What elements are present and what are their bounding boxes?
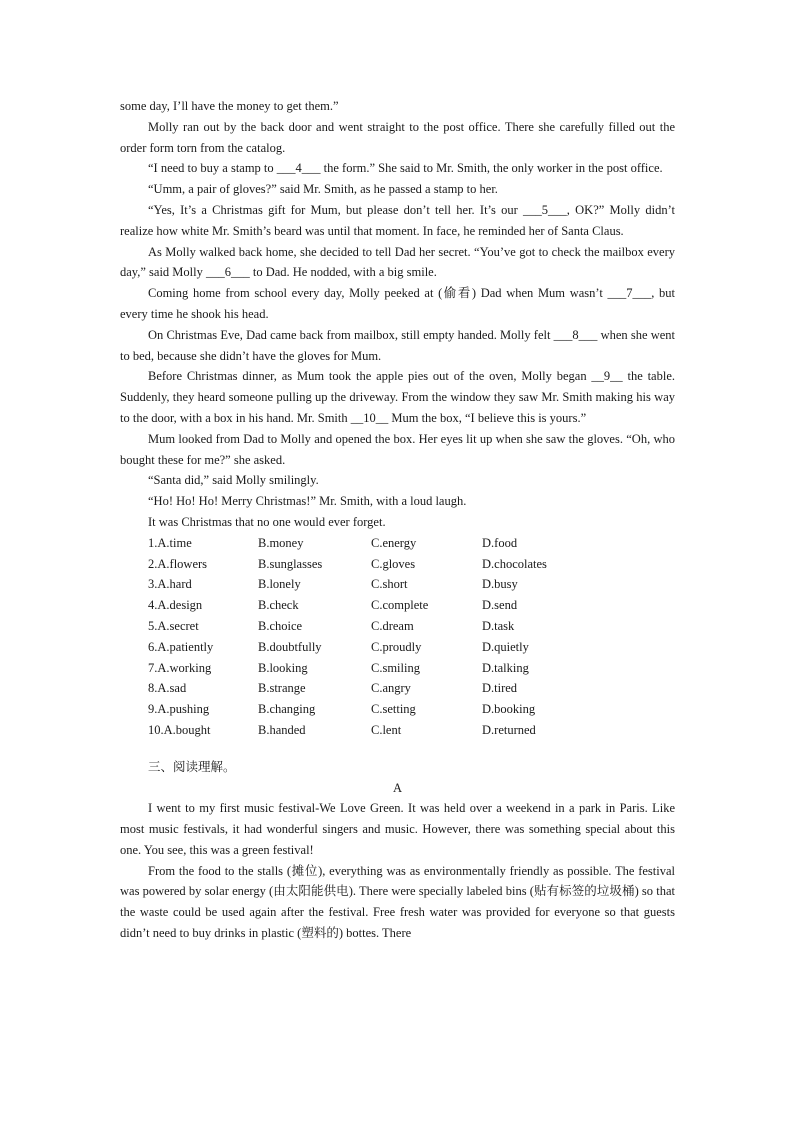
option-b: B.money: [258, 535, 304, 550]
option-d: D.returned: [482, 722, 536, 737]
option-a: 5.A.secret: [148, 618, 199, 633]
option-a: 8.A.sad: [148, 681, 187, 696]
option-c: C.short: [371, 577, 408, 592]
option-d: D.task: [482, 618, 515, 633]
option-c: C.lent: [371, 722, 402, 737]
option-c: C.angry: [371, 681, 411, 696]
option-row: [120, 678, 675, 699]
option-c: C.energy: [371, 535, 417, 550]
reading-paragraph: From the food to the stalls (摊位), everything was as environmentally friendly as possible. The festival was powered by solar energy (由太阳能供电). There were specially labeled bins (贴有标签的垃圾桶) so that the waste could be used again after the festival. Free fresh water was provided for everyone so that guests didn’t need to buy drinks in plastic (塑料的) bottes. There: [120, 863, 675, 941]
option-d: D.chocolates: [482, 556, 547, 571]
option-row: [120, 616, 675, 637]
reading-paragraph: I went to my first music festival-We Love Green. It was held over a weekend in a park in Paris. Like most music festivals, it had wonderful singers and music. However, there was something special about this one. You see, this was a green festival!: [120, 801, 675, 857]
story-paragraph: Coming home from school every day, Molly peeked at (偷看) Dad when Mum wasn’t ___7___, but every time he shook his head.: [120, 286, 675, 321]
option-row: [120, 533, 675, 554]
option-b: B.lonely: [258, 577, 301, 592]
story-paragraph: Molly ran out by the back door and went straight to the post office. There she carefully filled out the order form torn from the catalog.: [120, 119, 675, 155]
option-b: B.handed: [258, 722, 306, 737]
option-a: 7.A.working: [148, 660, 212, 675]
option-row: [120, 574, 675, 595]
story-paragraph: “I need to buy a stamp to ___4___ the form.” She said to Mr. Smith, the only worker in the post office.: [148, 161, 663, 176]
option-c: C.proudly: [371, 639, 422, 654]
story-paragraph: On Christmas Eve, Dad came back from mailbox, still empty handed. Molly felt ___8___ when she went to bed, because she didn’t have the gloves for Mum.: [120, 327, 675, 363]
option-a: 9.A.pushing: [148, 702, 210, 717]
option-b: B.doubtfully: [258, 639, 322, 654]
option-b: B.choice: [258, 618, 303, 633]
option-d: D.busy: [482, 577, 518, 592]
passage-label: A: [392, 780, 403, 795]
story-paragraph: “Santa did,” said Molly smilingly.: [148, 473, 319, 488]
story-paragraph: “Yes, It’s a Christmas gift for Mum, but please don’t tell her. It’s our ___5___, OK?” Molly didn’t realize how white Mr. Smith’s beard was until that moment. In face, he reminded her of Santa Claus.: [120, 202, 675, 238]
option-row: [120, 699, 675, 720]
option-b: B.sunglasses: [258, 556, 323, 571]
option-d: D.send: [482, 598, 518, 613]
option-a: 3.A.hard: [148, 577, 192, 592]
option-c: C.smiling: [371, 660, 420, 675]
answer-options: [120, 533, 675, 741]
option-b: B.looking: [258, 660, 308, 675]
option-a: 2.A.flowers: [148, 556, 208, 571]
option-d: D.talking: [482, 660, 529, 675]
option-d: D.food: [482, 535, 518, 550]
option-row: [120, 637, 675, 658]
option-b: B.changing: [258, 702, 316, 717]
option-c: C.gloves: [371, 556, 416, 571]
option-row: [120, 720, 675, 741]
story-paragraph: It was Christmas that no one would ever forget.: [148, 514, 386, 529]
document-page: [120, 96, 675, 944]
option-b: B.strange: [258, 681, 306, 696]
story-text: [120, 96, 675, 533]
option-d: D.tired: [482, 681, 518, 696]
option-b: B.check: [258, 598, 299, 613]
option-d: D.booking: [482, 702, 536, 717]
option-row: [120, 554, 675, 575]
option-row: [120, 658, 675, 679]
story-paragraph: Before Christmas dinner, as Mum took the apple pies out of the oven, Molly began __9__ the table. Suddenly, they heard someone pulling up the driveway. From the window they saw Mr. Smith making his way to the door, with a box in his hand. Mr. Smith __10__ Mum the box, “I believe this is yours.”: [120, 369, 675, 425]
option-a: 1.A.time: [148, 535, 192, 550]
story-paragraph: As Molly walked back home, she decided to tell Dad her secret. “You’ve got to check the mailbox every day,” said Molly ___6___ to Dad. He nodded, with a big smile.: [120, 244, 675, 280]
option-a: 4.A.design: [148, 598, 203, 613]
option-a: 6.A.patiently: [148, 639, 214, 654]
story-paragraph: some day, I’ll have the money to get them.”: [120, 99, 339, 113]
option-c: C.complete: [371, 598, 429, 613]
story-paragraph: Mum looked from Dad to Molly and opened the box. Her eyes lit up when she saw the gloves. “Oh, who bought these for me?” she asked.: [120, 431, 675, 467]
story-paragraph: “Ho! Ho! Ho! Merry Christmas!” Mr. Smith, with a loud laugh.: [148, 494, 467, 509]
section-title: 三、阅读理解。: [148, 759, 236, 774]
option-a: 10.A.bought: [148, 722, 211, 737]
option-row: [120, 595, 675, 616]
story-paragraph: “Umm, a pair of gloves?” said Mr. Smith, as he passed a stamp to her.: [148, 182, 498, 197]
option-c: C.dream: [371, 618, 414, 633]
option-d: D.quietly: [482, 639, 529, 654]
option-c: C.setting: [371, 702, 416, 717]
